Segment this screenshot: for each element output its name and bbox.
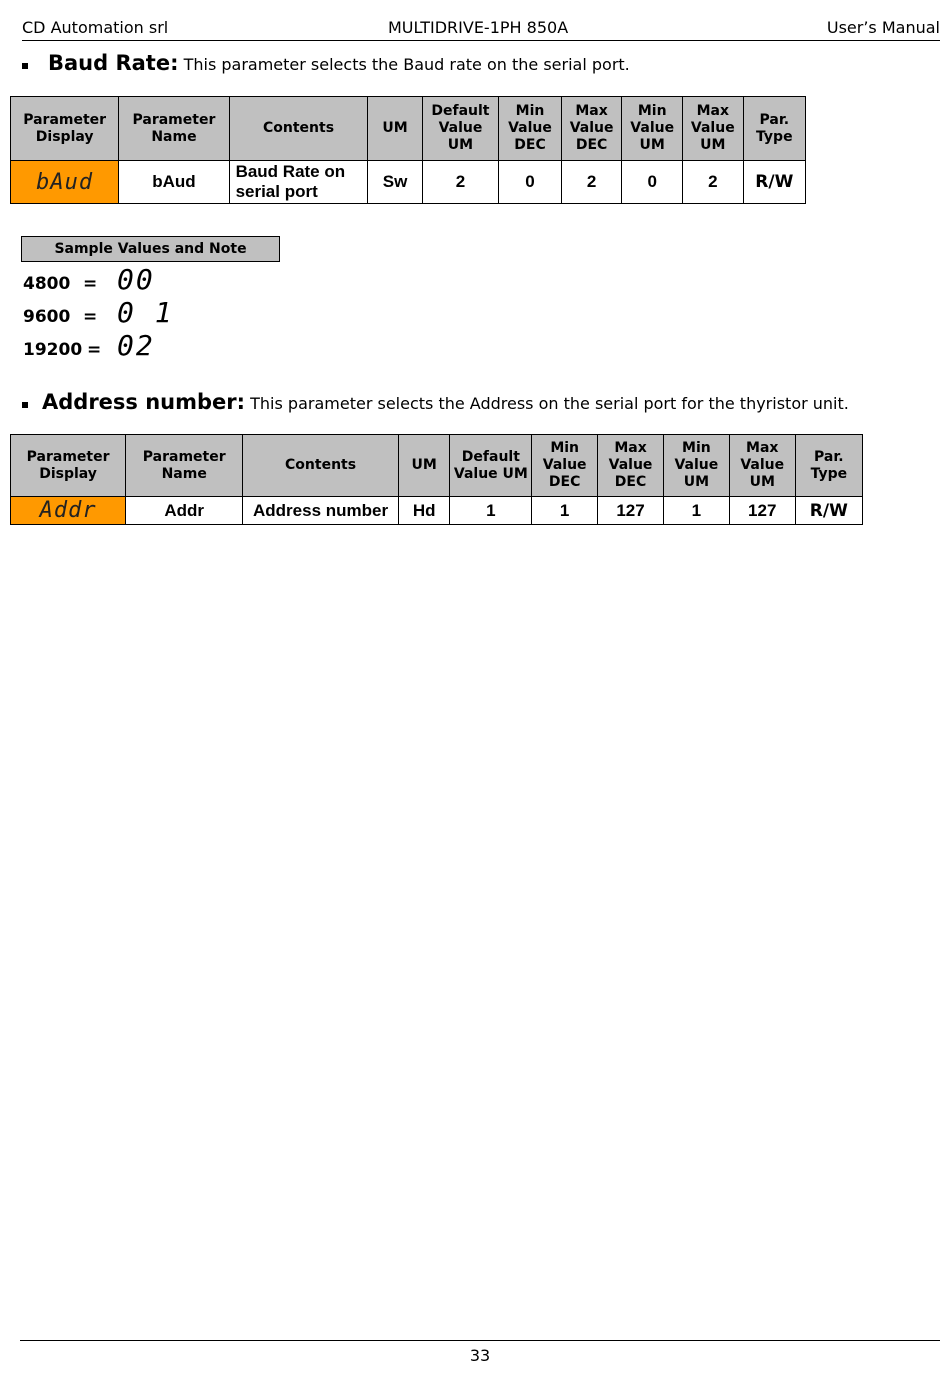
display-code: bAud [11,161,119,204]
table-row [11,161,806,204]
param-um: Hd [398,497,450,525]
table-header-row [11,435,863,497]
col-header: UM [398,435,450,497]
sample-row [23,274,113,294]
param-type: R/W [795,497,862,525]
col-header: Max Value DEC [561,97,622,161]
header-product: MULTIDRIVE-1PH 850A [388,18,569,37]
param-type: R/W [743,161,805,204]
header-doc: User’s Manual [826,18,940,37]
col-header: Max Value DEC [598,435,664,497]
table-header-row [11,97,806,161]
col-header: Par. Type [795,435,862,497]
col-header: Parameter Display [11,97,119,161]
sample-display-code: 02 [117,329,155,362]
sample-eq: = [83,307,98,327]
col-header: Min Value UM [663,435,729,497]
col-header: Default Value UM [450,435,532,497]
param-um: Sw [368,161,422,204]
param-default: 2 [422,161,499,204]
baud-description: This parameter selects the Baud rate on the serial port. [183,55,630,74]
col-header: Min Value DEC [499,97,562,161]
param-max-um: 127 [729,497,795,525]
col-header: Max Value UM [729,435,795,497]
page-footer [20,1340,940,1365]
sample-value: 9600 [23,307,71,327]
col-header: Max Value UM [683,97,744,161]
param-min-um: 1 [663,497,729,525]
param-min-um: 0 [622,161,683,204]
col-header: Default Value UM [422,97,499,161]
param-max-dec: 2 [561,161,622,204]
page-number: 33 [469,1346,491,1365]
col-header: Contents [243,435,399,497]
param-max-dec: 127 [598,497,664,525]
baud-section-heading [22,51,630,75]
col-header: Min Value UM [622,97,683,161]
col-header: Min Value DEC [532,435,598,497]
sample-eq: = [83,274,98,294]
sample-row [23,307,113,327]
sample-row [23,340,117,360]
baud-parameter-table [10,96,806,204]
col-header: Par. Type [743,97,805,161]
display-code: Addr [11,497,126,525]
col-header: UM [368,97,422,161]
param-min-dec: 1 [532,497,598,525]
sample-values-title: Sample Values and Note [21,236,280,262]
param-max-um: 2 [683,161,744,204]
address-description: This parameter selects the Address on the serial port for the thyristor unit. [250,394,849,413]
sample-eq: = [87,340,102,360]
col-header: Parameter Display [11,435,126,497]
param-min-dec: 0 [499,161,562,204]
table-row [11,497,863,525]
bullet-icon [22,63,28,69]
page-header [22,18,940,41]
param-name: bAud [119,161,229,204]
header-company: CD Automation srl [22,18,169,37]
param-name: Addr [126,497,243,525]
address-section-heading [22,390,849,414]
bullet-icon [22,402,28,408]
sample-value: 4800 [23,274,71,294]
param-default: 1 [450,497,532,525]
col-header: Contents [229,97,368,161]
col-header: Parameter Name [126,435,243,497]
sample-display-code: 00 [117,263,155,296]
sample-value: 19200 [23,340,83,360]
sample-display-code: 0 1 [117,296,174,329]
baud-keyword: Baud Rate: [48,51,179,75]
address-parameter-table [10,434,863,525]
param-contents: Baud Rate on serial port [229,161,368,204]
address-keyword: Address number: [42,390,246,414]
col-header: Parameter Name [119,97,229,161]
param-contents: Address number [243,497,399,525]
